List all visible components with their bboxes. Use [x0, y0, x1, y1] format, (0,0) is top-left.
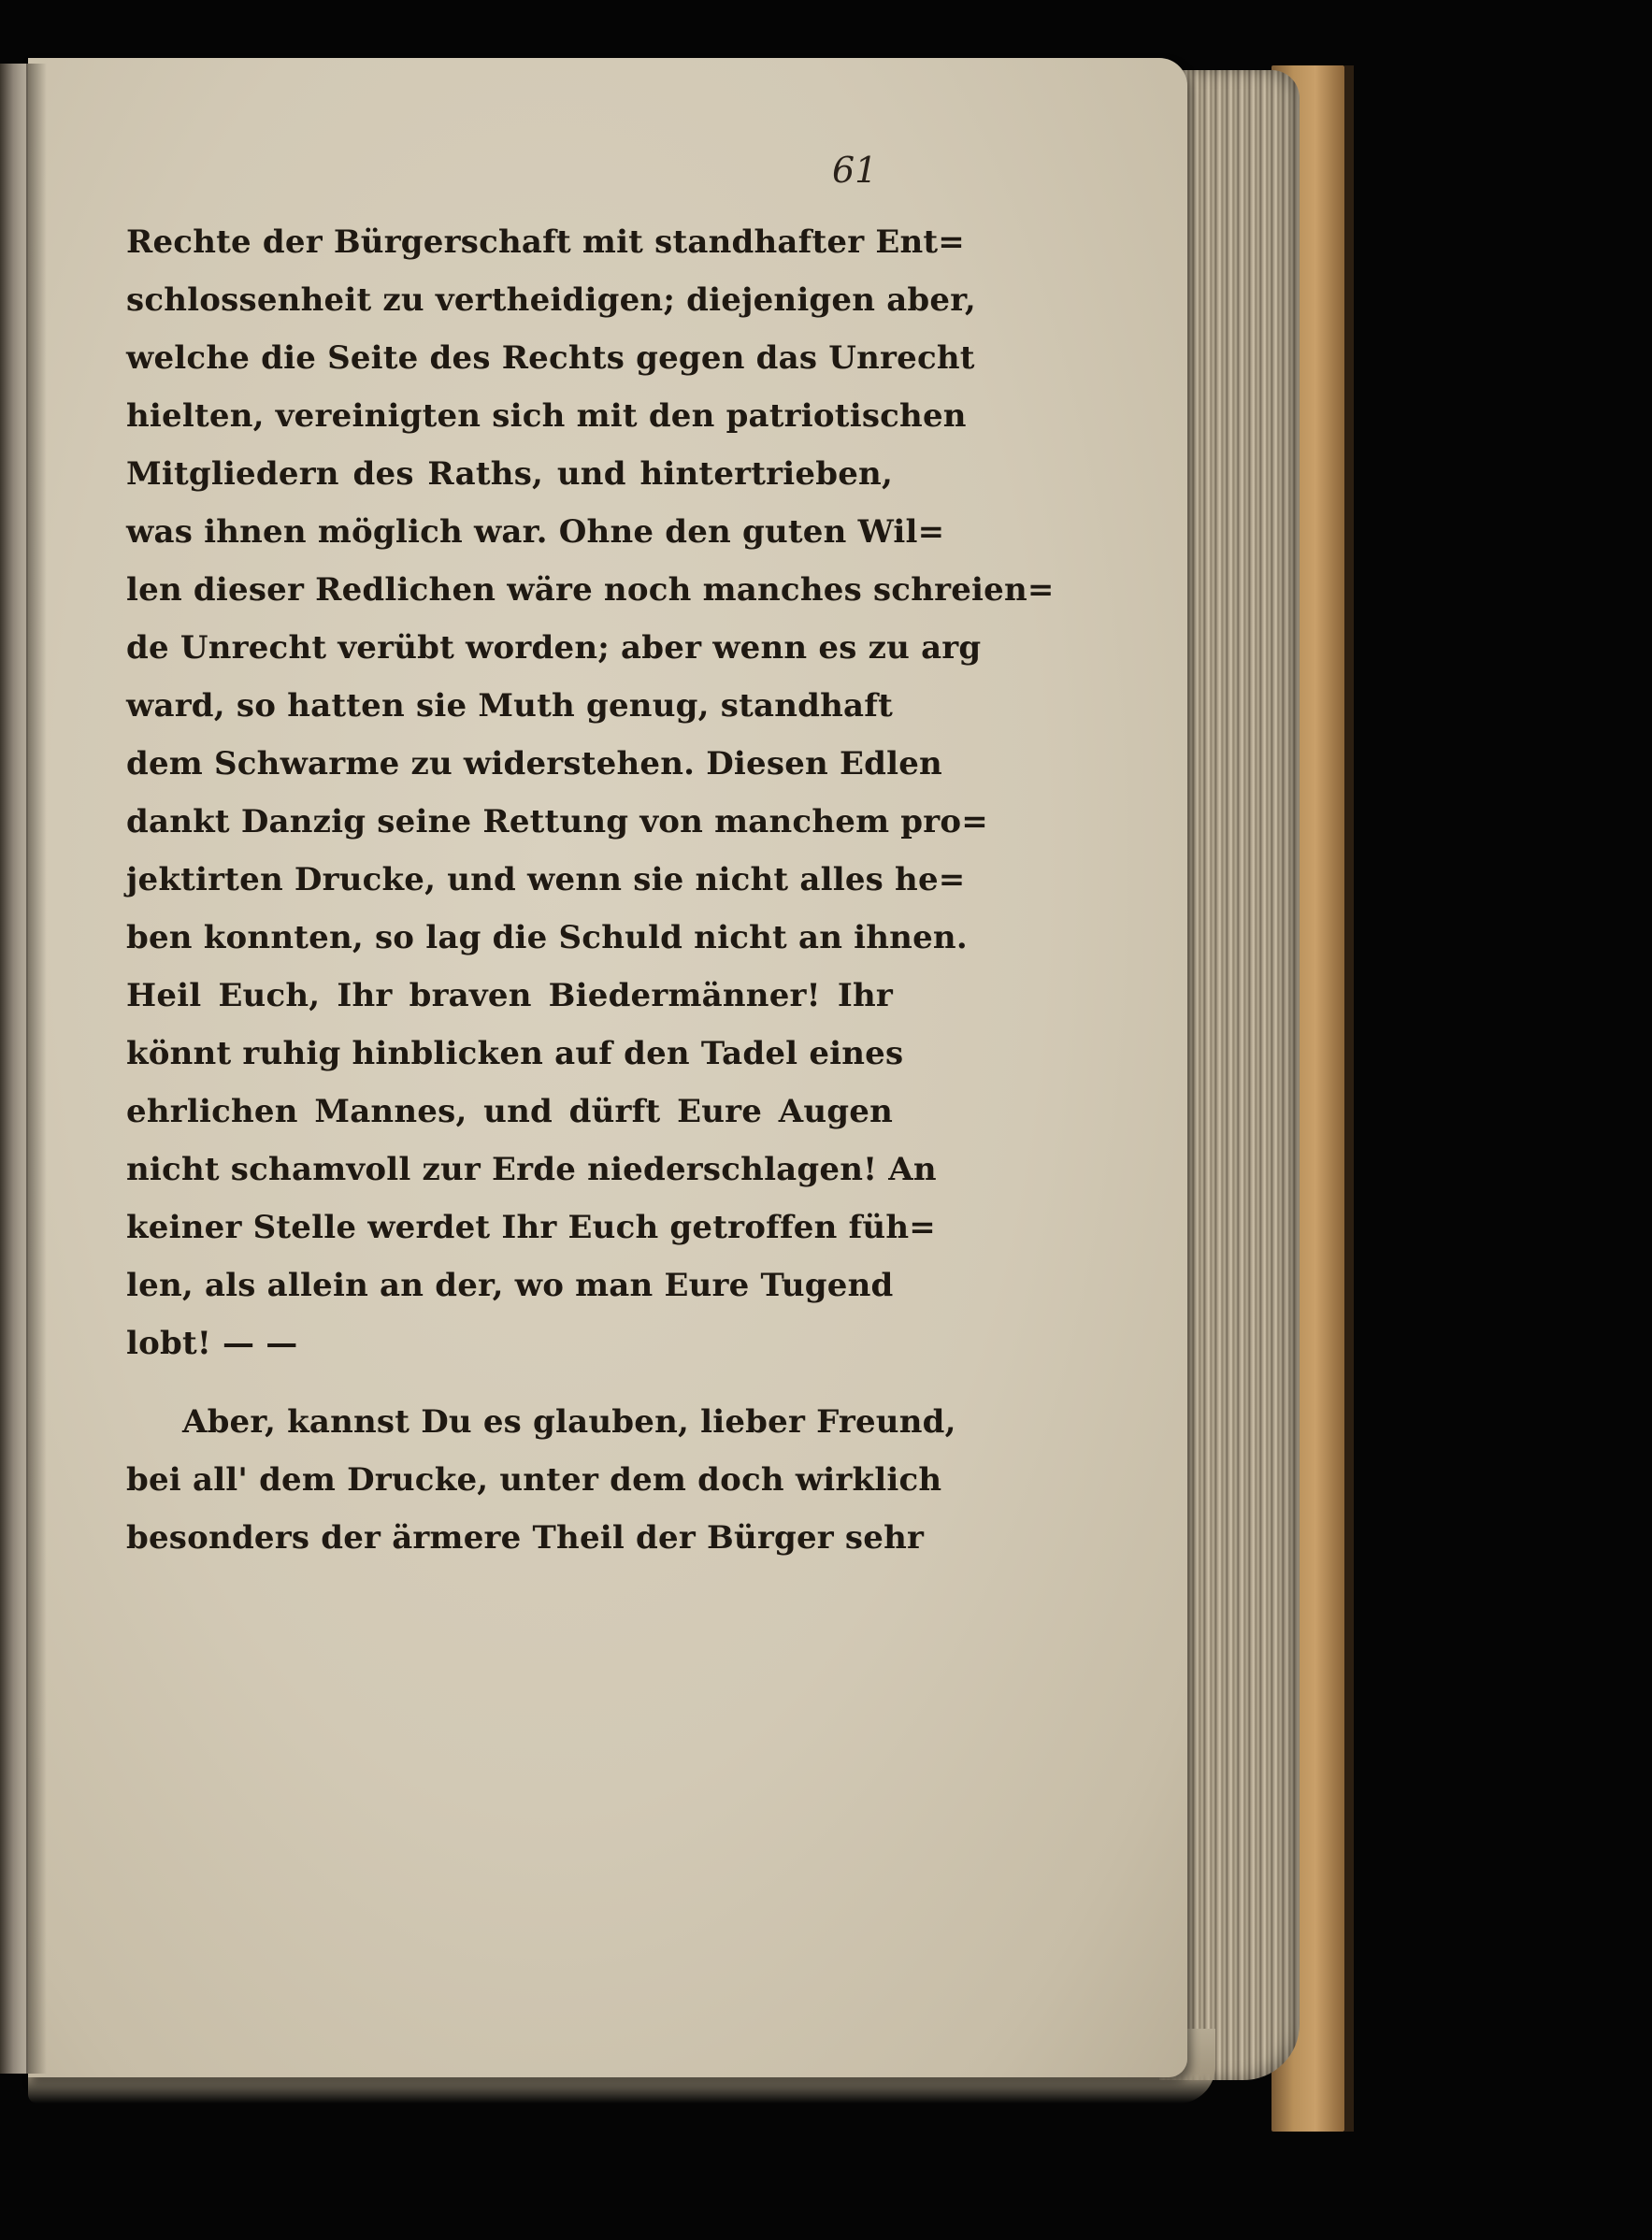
- text-line: könnt ruhig hinblicken auf den Tadel eines: [126, 1035, 904, 1072]
- text-line: Rechte der Bürgerschaft mit standhafter Ent=: [126, 223, 965, 261]
- text-line: Heil Euch, Ihr braven Biedermänner! Ihr: [126, 977, 893, 1014]
- text-line: welche die Seite des Rechts gegen das Unrecht: [126, 339, 975, 377]
- page-text: [126, 213, 1055, 1567]
- text-line: besonders der ärmere Theil der Bürger sehr: [126, 1519, 925, 1557]
- text-line: ward, so hatten sie Muth genug, standhaft: [126, 687, 893, 725]
- text-line: ben konnten, so lag die Schuld nicht an ihnen.: [126, 919, 968, 956]
- text-line: bei all' dem Drucke, unter dem doch wirklich: [126, 1461, 942, 1499]
- text-line: ehrlichen Mannes, und dürft Eure Augen: [126, 1093, 893, 1130]
- gutter-shadow: [26, 64, 47, 2074]
- text-line: len dieser Redlichen wäre noch manches schreien=: [126, 571, 1055, 609]
- text-line: len, als allein an der, wo man Eure Tugend: [126, 1267, 894, 1304]
- page-number: 61: [832, 150, 878, 191]
- text-line: jektirten Drucke, und wenn sie nicht alles he=: [126, 861, 966, 898]
- text-line: keiner Stelle werdet Ihr Euch getroffen füh=: [126, 1209, 936, 1246]
- text-line: nicht schamvoll zur Erde niederschlagen! An: [126, 1151, 937, 1188]
- text-line: de Unrecht verübt worden; aber wenn es zu arg: [126, 629, 982, 667]
- text-line: schlossenheit zu vertheidigen; diejenigen aber,: [126, 281, 976, 319]
- text-line: Mitgliedern des Raths, und hintertrieben,: [126, 455, 893, 493]
- text-line: dankt Danzig seine Rettung von manchem pro=: [126, 803, 988, 840]
- text-line: lobt! — —: [126, 1325, 298, 1362]
- text-line: Aber, kannst Du es glauben, lieber Freund,: [182, 1403, 956, 1441]
- text-line: was ihnen möglich war. Ohne den guten Wil=: [126, 513, 945, 551]
- text-line: dem Schwarme zu widerstehen. Diesen Edlen: [126, 745, 942, 783]
- book-cover-edge: [1344, 65, 1354, 2132]
- text-line: hielten, vereinigten sich mit den patriotischen: [126, 397, 967, 435]
